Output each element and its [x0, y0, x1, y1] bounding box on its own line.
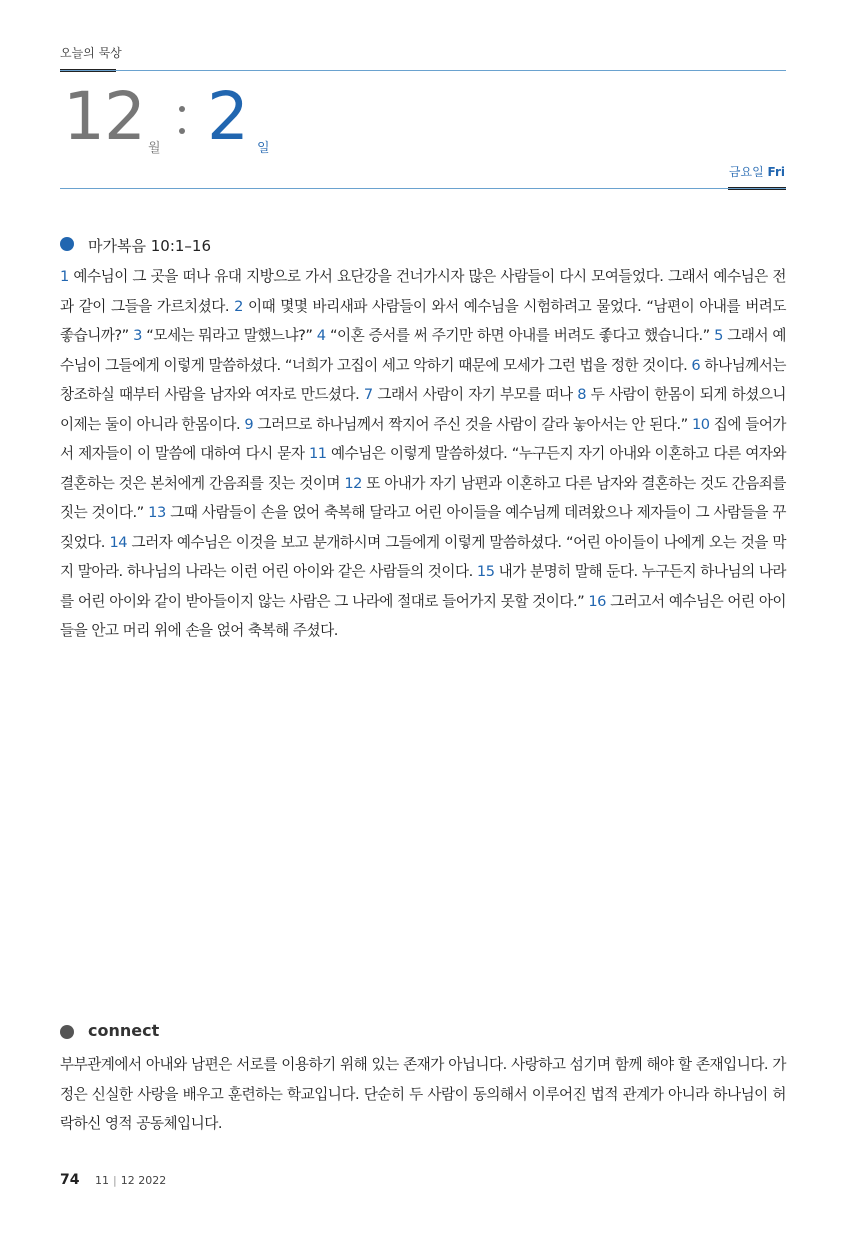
verse-text: “모세는 뭐라고 말했느냐?” [146, 327, 313, 344]
connect-title: connect [88, 1021, 160, 1040]
verse-number: 4 [316, 327, 326, 344]
verse-number: 8 [577, 386, 587, 403]
verse-text: 집에 들어가서 제자들이 이 말씀에 대하여 다시 묻자 [60, 415, 787, 462]
connect-body: 부부관계에서 아내와 남편은 서로를 이용하기 위해 있는 존재가 아닙니다. 사랑하고 섬기며 함께 해야 할 존재입니다. 가정은 신실한 사랑을 배우고 훈련하는 학교입니다. 단순히 두 사람이 동의해서 이루어진 법적 관계가 아니라 하나님이 허락하신 영적 공동체입니다. [60, 1056, 786, 1132]
verse-text: 그때 사람들이 손을 얹어 축복해 달라고 어린 아이들을 예수님께 데려왔으나 제자들이 그 사람들을 꾸짖었다. [60, 504, 786, 551]
verse-text: 두 사람이 한몸이 되게 하셨으니 이제는 둘이 아니라 한몸이다. [60, 386, 787, 433]
verse-number: 5 [714, 327, 723, 344]
connect-bullet-icon [60, 1025, 74, 1039]
verse-number: 9 [244, 415, 254, 433]
month-unit: 월 [148, 141, 161, 156]
issue-months: 11 [95, 1174, 109, 1187]
verse-text: 그래서 사람이 자기 부모를 떠나 [377, 386, 573, 403]
section-label: 오늘의 묵상 [60, 46, 122, 60]
verse-text: 예수님이 그 곳을 떠나 유대 지방으로 가서 요단강을 건너가시자 많은 사람들이 다시 모여들었다. 그래서 예수님은 전과 같이 그들을 가르치셨다. [60, 268, 786, 315]
verse-text: 내가 분명히 말해 둔다. 누구든지 하나님의 나라를 어린 아이와 같이 받아들이지 않는 사람은 그 나라에 절대로 들어가지 못할 것이다.” [60, 563, 787, 610]
verse-text: 그러고서 예수님은 어린 아이들을 안고 머리 위에 손을 얹어 축복해 주셨다. [60, 592, 787, 639]
verse-number: 12 [344, 474, 362, 492]
scripture-text [60, 262, 786, 646]
verse-number: 15 [476, 563, 495, 580]
top-divider [60, 70, 786, 71]
issue-month-year: 12 2022 [120, 1174, 167, 1187]
weekday-english: Fri [767, 165, 785, 179]
verse-text: 이때 몇몇 바리새파 사람들이 와서 예수님을 시험하려고 물었다. “남편이 아내를 버려도 좋습니까?” [60, 297, 786, 344]
verse-number: 7 [363, 386, 373, 403]
verse-number: 13 [148, 504, 166, 521]
month-number: 12 [63, 78, 145, 155]
issue-separator: | [113, 1174, 117, 1187]
colon-separator [179, 106, 185, 142]
weekday-korean: 금요일 [728, 165, 764, 179]
verse-text: 그러므로 하나님께서 짝지어 주신 것을 사람이 갈라 놓아서는 안 된다.” [257, 415, 688, 433]
verse-text: 하나님께서는 창조하실 때부터 사람을 남자와 여자로 만드셨다. [60, 356, 786, 403]
day-unit: 일 [257, 141, 270, 156]
header-divider [60, 188, 786, 189]
verse-number: 14 [109, 533, 128, 551]
passage-bullet-icon [60, 237, 74, 251]
date-display [60, 78, 460, 158]
verse-text: “이혼 증서를 써 주기만 하면 아내를 버려도 좋다고 했습니다.” [329, 327, 710, 344]
verse-number: 11 [308, 445, 327, 462]
verse-number: 6 [691, 356, 701, 374]
passage-reference: 마가복음 10:1–16 [88, 237, 211, 255]
verse-text: 그래서 예수님이 그들에게 이렇게 말씀하셨다. “너희가 고집이 세고 악하기 때문에 모세가 그런 법을 정한 것이다. [60, 327, 787, 374]
verse-number: 1 [60, 268, 69, 285]
verse-number: 16 [588, 592, 606, 610]
issue-info [95, 1174, 166, 1187]
verse-text: 그러자 예수님은 이것을 보고 분개하시며 그들에게 이렇게 말씀하셨다. “어린 아이들이 나에게 오는 것을 막지 말아라. 하나님의 나라는 이런 어린 아이와 같은 사람들의 것이다. [60, 533, 787, 580]
verse-number: 2 [234, 297, 243, 315]
verse-number: 3 [133, 327, 142, 344]
verse-text: 예수님은 이렇게 말씀하셨다. “누구든지 자기 아내와 이혼하고 다른 여자와 결혼하는 것은 본처에게 간음죄를 짓는 것이며 [60, 445, 786, 492]
day-number: 2 [207, 78, 249, 155]
verse-text: 또 아내가 자기 남편과 이혼하고 다른 남자와 결혼하는 것도 간음죄를 짓는 것이다.” [60, 474, 786, 521]
page-number: 74 [60, 1172, 80, 1188]
weekday-label [729, 163, 785, 180]
verse-number: 10 [691, 415, 710, 433]
